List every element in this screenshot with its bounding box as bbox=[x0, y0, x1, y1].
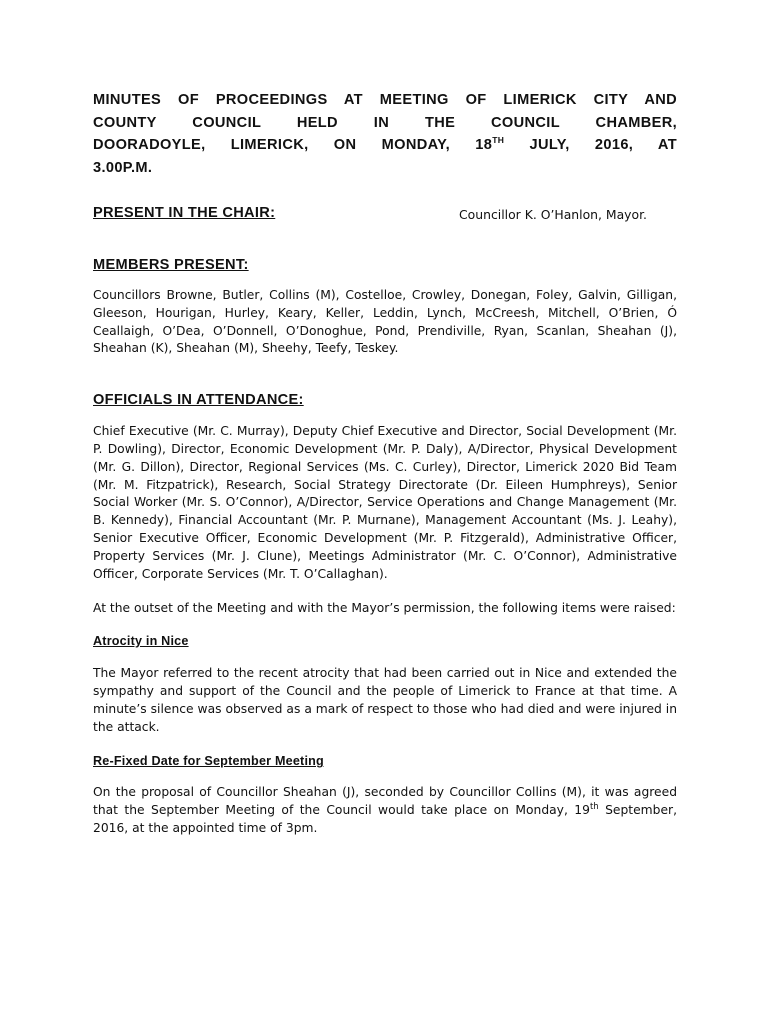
nice-heading: Atrocity in Nice bbox=[93, 634, 189, 649]
title-line-3 bbox=[93, 134, 677, 157]
title-line-2: COUNTY COUNCIL HELD IN THE COUNCIL CHAMBER, bbox=[93, 114, 677, 131]
outset-paragraph: At the outset of the Meeting and with the Mayor’s permission, the following items were raised: bbox=[93, 601, 676, 616]
chair-heading: PRESENT IN THE CHAIR: bbox=[93, 205, 276, 221]
minutes-title bbox=[93, 89, 677, 179]
nice-paragraph: The Mayor referred to the recent atrocity that had been carried out in Nice and extended the sympathy and support of the Council and the people of Limerick to France at that time. A minute’s silence was observed as a mark of respect to those who had died and were injured in the attack. bbox=[93, 666, 677, 734]
title-line-4: 3.00P.M. bbox=[93, 159, 153, 176]
document-page bbox=[93, 89, 677, 838]
september-text-start: On the proposal of Councillor Sheahan (J), seconded by Councillor Collins (M), it was agreed that the September Meeting of the Council would take place on Monday, 19 bbox=[93, 785, 677, 818]
officials-list: Chief Executive (Mr. C. Murray), Deputy Chief Executive and Director, Social Development (Mr. P. Dowling), Director, Economic Development (Mr. P. Daly), A/Director, Physical Development (Mr. G. Dillon), Director, Regional Services (Ms. C. Curley), Director, Limerick 2020 Bid Team (Mr. M. Fitzpatrick), Research, Social Strategy Directorate (Dr. Eileen Humphreys), Senior Social Worker (Mr. S. O’Connor), A/Director, Service Operations and Change Management (Mr. B. Kennedy), Financial Accountant (Mr. P. Murnane), Management Accountant (Ms. J. Leahy), Senior Executive Officer, Economic Development (Mr. P. Fitzgerald), Administrative Officer, Property Services (Mr. J. Clune), Meetings Administrator (Mr. C. O’Connor), Administrative Officer, Corporate Services (Mr. T. O’Callaghan). bbox=[93, 424, 677, 581]
september-heading: Re-Fixed Date for September Meeting bbox=[93, 754, 324, 769]
officials-heading: OFFICIALS IN ATTENDANCE: bbox=[93, 392, 304, 409]
september-text-end: September, 2016, at the appointed time of 3pm. bbox=[93, 803, 677, 835]
september-paragraph bbox=[93, 784, 677, 837]
title-date-superscript: TH bbox=[492, 135, 505, 146]
september-date-superscript: th bbox=[589, 802, 599, 813]
title-line-1: MINUTES OF PROCEEDINGS AT MEETING OF LIMERICK CITY AND bbox=[93, 92, 677, 108]
title-line-3-end: JULY, 2016, AT bbox=[504, 137, 677, 153]
title-line-3-start: DOORADOYLE, LIMERICK, ON MONDAY, 18 bbox=[93, 137, 493, 153]
chair-row bbox=[93, 205, 677, 225]
chair-value: Councillor K. O’Hanlon, Mayor. bbox=[459, 207, 647, 222]
members-list: Councillors Browne, Butler, Collins (M), Costelloe, Crowley, Donegan, Foley, Galvin, Gilligan, Gleeson, Hourigan, Hurley, Keary, Keller, Leddin, Lynch, McCreesh, Mitchell, O’Brien, Ó Ceallaigh, O’Dea, O’Donnell, O’Donoghue, Pond, Prendiville, Ryan, Scanlan, Sheahan (J), Sheahan (K), Sheahan (M), Sheehy, Teefy, Teskey. bbox=[93, 288, 677, 356]
members-heading: MEMBERS PRESENT: bbox=[93, 257, 249, 273]
